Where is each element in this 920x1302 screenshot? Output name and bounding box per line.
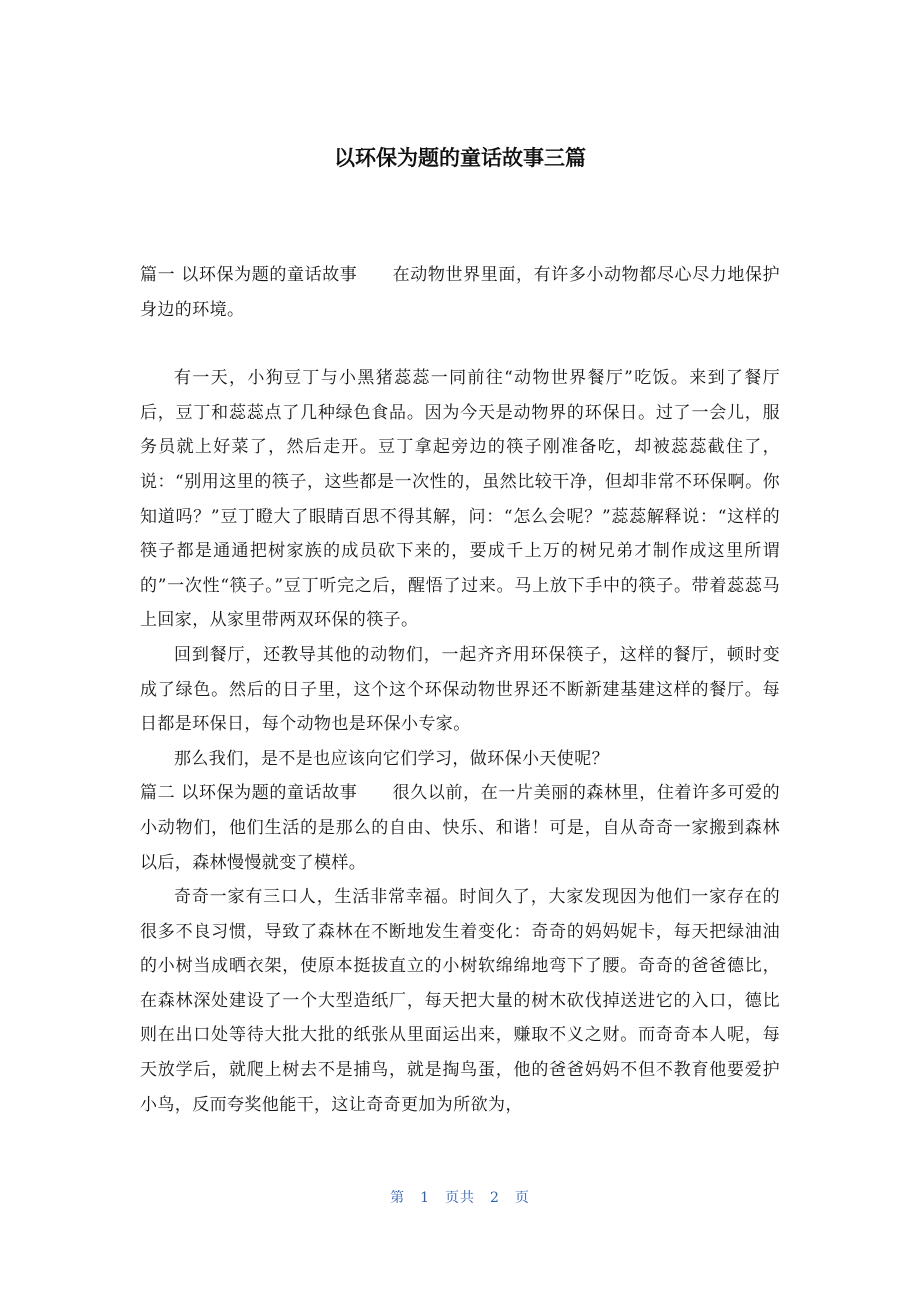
paragraph: 篇二 以环保为题的童话故事 很久以前，在一片美丽的森林里，住着许多可爱的小动物们，他们生活的是那么的自由、快乐、和谐！可是，自从奇奇一家搬到森林以后，森林慢慢就变了模样。 (140, 783, 780, 873)
paragraph-gap (140, 327, 780, 361)
paragraph: 有一天，小狗豆丁与小黑猪蕊蕊一同前往“动物世界餐厅”吃饭。来到了餐厅后，豆丁和蕊蕊点了几种绿色食品。因为今天是动物界的环保日。过了一会儿，服务员就上好菜了，然后走开。豆丁拿起旁边的筷子刚准备吃，却被蕊蕊截住了，说：“别用这里的筷子，这些都是一次性的，虽然比较干净，但却非常不环保啊。你知道吗？”豆丁瞪大了眼睛百思不得其解，问：“怎么会呢？”蕊蕊解释说：“这样的筷子都是通通把树家族的成员砍下来的，要成千上万的树兄弟才制作成这里所谓的”一次性“筷子。”豆丁听完之后，醒悟了过来。马上放下手中的筷子。带着蕊蕊马上回家，从家里带两双环保的筷子。 (140, 368, 780, 631)
paragraph: 那么我们，是不是也应该向它们学习，做环保小天使呢？ (174, 748, 609, 769)
paragraph: 篇一 以环保为题的童话故事 在动物世界里面，有许多小动物都尽心尽力地保护身边的环境。 (140, 265, 780, 320)
paragraph: 奇奇一家有三口人，生活非常幸福。时间久了，大家发现因为他们一家存在的很多不良习惯，导致了森林在不断地发生着变化：奇奇的妈妈妮卡，每天把绿油油的小树当成晒衣架，使原本挺拔直立的小树软绵绵地弯下了腰。奇奇的爸爸德比，在森林深处建设了一个大型造纸厂，每天把大量的树木砍伐掉送进它的入口，德比则在出口处等待大批大批的纸张从里面运出来，赚取不义之财。而奇奇本人呢，每天放学后，就爬上树去不是捕鸟，就是掏鸟蛋，他的爸爸妈妈不但不教育他要爱护小鸟，反而夸奖他能干，这让奇奇更加为所欲为， (140, 887, 780, 1115)
document-title: 以环保为题的童话故事三篇 (334, 146, 586, 170)
page-number-footer: 第 1 页共 2 页 (390, 1190, 530, 1206)
document-body (140, 258, 780, 1122)
paragraph: 回到餐厅，还教导其他的动物们，一起齐齐用环保筷子，这样的餐厅，顿时变成了绿色。然后的日子里，这个这个环保动物世界还不断新建基建这样的餐厅。每日都是环保日，每个动物也是环保小专家。 (140, 644, 780, 735)
